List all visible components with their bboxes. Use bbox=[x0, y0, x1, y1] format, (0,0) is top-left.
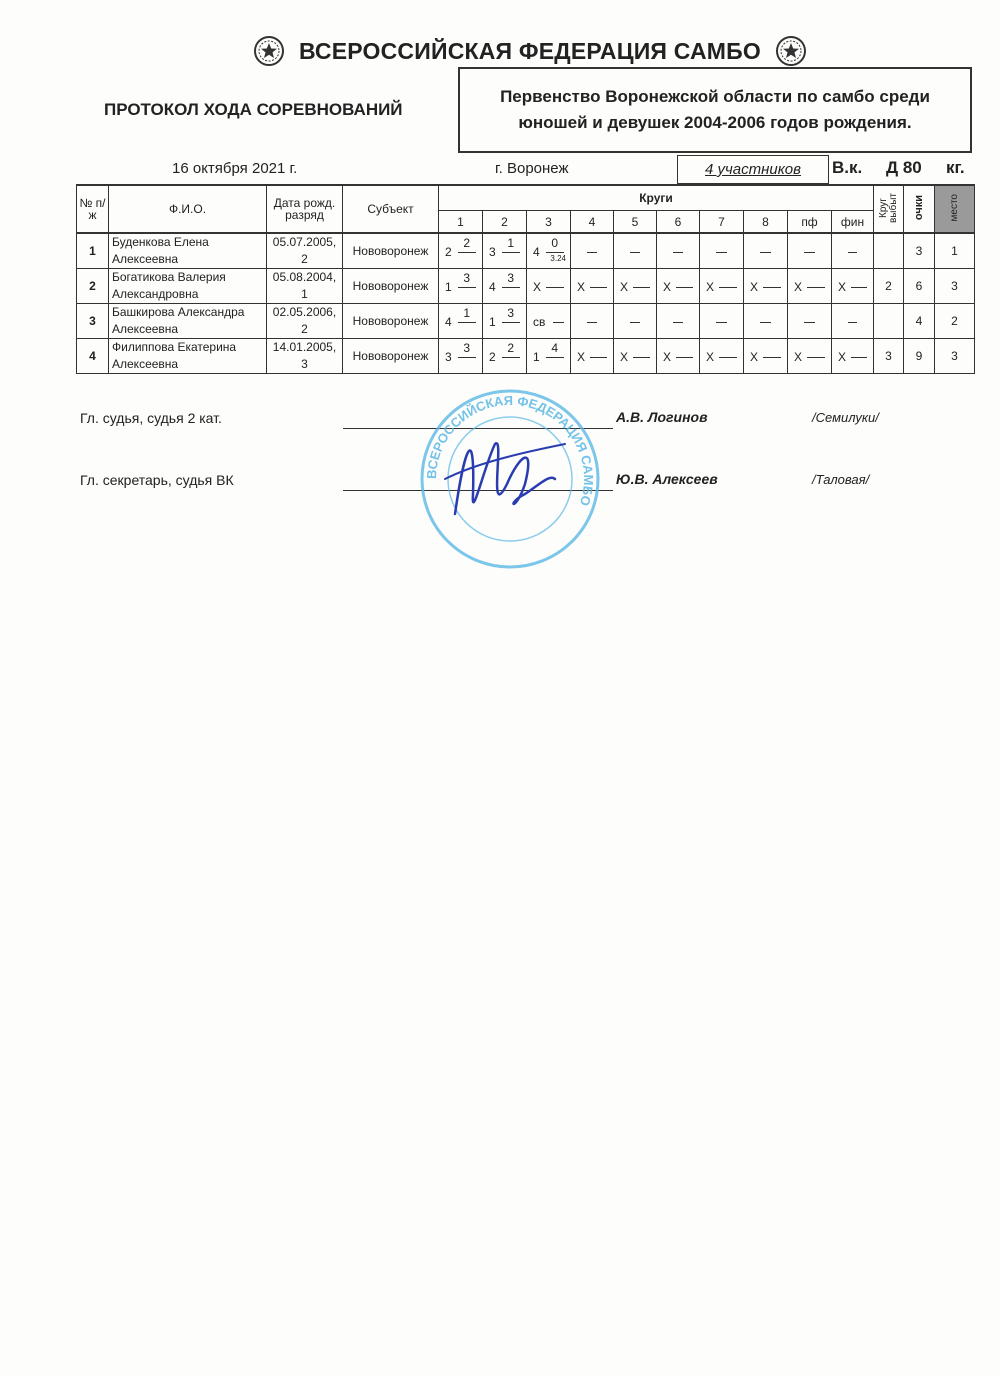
score: 2 bbox=[507, 340, 514, 355]
dropped-mark: Х bbox=[663, 349, 672, 364]
col-number-header: № п/ж bbox=[77, 185, 109, 233]
round-label: 2 bbox=[483, 211, 527, 234]
sport-rank: 3 bbox=[301, 357, 308, 371]
athlete-patronymic: Алексеевна bbox=[112, 357, 179, 371]
round-label: 7 bbox=[700, 211, 744, 234]
score: 1 bbox=[507, 235, 514, 250]
athlete-patronymic: Александровна bbox=[112, 287, 199, 301]
round-cell bbox=[527, 269, 571, 304]
col-place-label: место bbox=[948, 193, 960, 222]
round-cell bbox=[744, 304, 788, 339]
col-rounds-header: Круги bbox=[439, 185, 874, 211]
row-number: 2 bbox=[77, 269, 109, 304]
round-cell bbox=[483, 269, 527, 304]
opponent: 2 bbox=[445, 244, 452, 259]
opponent: 1 bbox=[489, 314, 496, 329]
round-cell bbox=[744, 269, 788, 304]
points: 3 bbox=[904, 233, 935, 269]
dropped-mark: Х bbox=[620, 279, 629, 294]
dropped-mark: Х bbox=[620, 349, 629, 364]
sambo-emblem-icon bbox=[775, 35, 807, 67]
col-points-label: очки bbox=[913, 194, 926, 221]
round-cell bbox=[744, 233, 788, 269]
dropped-mark: Х bbox=[577, 279, 586, 294]
round-cell bbox=[571, 233, 614, 269]
table-row bbox=[77, 233, 975, 269]
birth-date: 05.07.2005, bbox=[272, 235, 337, 249]
opponent: 3 bbox=[489, 244, 496, 259]
federation-header bbox=[230, 34, 830, 68]
birth-date: 05.08.2004, bbox=[272, 270, 337, 284]
competition-box bbox=[458, 67, 972, 153]
col-place-header bbox=[935, 185, 975, 233]
round-cell bbox=[657, 233, 700, 269]
round-cell bbox=[527, 233, 571, 269]
round-cell bbox=[788, 269, 832, 304]
bye-mark: св bbox=[533, 314, 546, 329]
stamp-text: ВСЕРОССИЙСКАЯ ФЕДЕРАЦИЯ САМБО bbox=[423, 392, 597, 508]
row-number: 4 bbox=[77, 339, 109, 374]
round-out: 2 bbox=[874, 269, 904, 304]
round-cell bbox=[788, 304, 832, 339]
bout-time: 3.24 bbox=[550, 253, 566, 263]
athlete-name bbox=[109, 269, 267, 304]
round-label: 4 bbox=[571, 211, 614, 234]
federation-title: ВСЕРОССИЙСКАЯ ФЕДЕРАЦИЯ САМБО bbox=[299, 37, 761, 64]
opponent: Х bbox=[533, 279, 542, 294]
secretary-name: Ю.В. Алексеев bbox=[616, 471, 718, 487]
round-cell bbox=[700, 304, 744, 339]
round-label: пф bbox=[788, 211, 832, 234]
opponent: 4 bbox=[533, 244, 540, 259]
round-cell bbox=[700, 269, 744, 304]
competition-date: 16 октября 2021 г. bbox=[172, 160, 298, 177]
round-cell bbox=[614, 233, 657, 269]
col-out-header bbox=[874, 185, 904, 233]
opponent: 4 bbox=[445, 314, 452, 329]
participants-count: 4 участников bbox=[705, 161, 801, 178]
table-row bbox=[77, 304, 975, 339]
secretary-city: /Таловая/ bbox=[812, 472, 870, 487]
participants-box bbox=[677, 155, 829, 184]
round-cell bbox=[483, 304, 527, 339]
competition-line-1: Первенство Воронежской области по самбо среди bbox=[500, 87, 930, 106]
round-cell bbox=[527, 339, 571, 374]
birth-date: 02.05.2006, bbox=[272, 305, 337, 319]
athlete-surname: Башкирова Александра bbox=[112, 305, 245, 319]
sambo-emblem-icon bbox=[253, 35, 285, 67]
round-cell bbox=[832, 233, 874, 269]
round-cell bbox=[788, 339, 832, 374]
athlete-subject: Нововоронеж bbox=[343, 304, 439, 339]
col-subject-header: Субъект bbox=[343, 185, 439, 233]
table-header-row bbox=[77, 185, 975, 211]
round-cell bbox=[439, 339, 483, 374]
round-label: 3 bbox=[527, 211, 571, 234]
dropped-mark: Х bbox=[750, 349, 759, 364]
athlete-name bbox=[109, 304, 267, 339]
official-stamp bbox=[415, 384, 605, 574]
athlete-surname: Богатикова Валерия bbox=[112, 270, 226, 284]
round-cell bbox=[832, 304, 874, 339]
birth-date: 14.01.2005, bbox=[272, 340, 337, 354]
place: 3 bbox=[935, 339, 975, 374]
score: 3 bbox=[463, 270, 470, 285]
row-number: 1 bbox=[77, 233, 109, 269]
athlete-subject: Нововоронеж bbox=[343, 269, 439, 304]
points: 4 bbox=[904, 304, 935, 339]
place: 1 bbox=[935, 233, 975, 269]
col-points-header bbox=[904, 185, 935, 233]
score: 3 bbox=[507, 305, 514, 320]
score: 3 bbox=[507, 270, 514, 285]
opponent: 1 bbox=[445, 279, 452, 294]
competition-line-2: юношей и девушек 2004-2006 годов рождения. bbox=[518, 113, 912, 132]
round-cell bbox=[614, 304, 657, 339]
round-cell bbox=[657, 304, 700, 339]
points: 6 bbox=[904, 269, 935, 304]
table-row bbox=[77, 339, 975, 374]
protocol-title: ПРОТОКОЛ ХОДА СОРЕВНОВАНИЙ bbox=[104, 100, 403, 119]
sport-rank: 1 bbox=[301, 287, 308, 301]
round-cell bbox=[614, 269, 657, 304]
signature-stroke bbox=[445, 444, 565, 479]
athlete-birth bbox=[267, 233, 343, 269]
dropped-mark: Х bbox=[794, 349, 803, 364]
round-cell bbox=[744, 339, 788, 374]
athlete-name bbox=[109, 339, 267, 374]
round-cell bbox=[483, 233, 527, 269]
score: 4 bbox=[551, 340, 558, 355]
round-cell bbox=[614, 339, 657, 374]
score: 2 bbox=[463, 235, 470, 250]
round-cell bbox=[527, 304, 571, 339]
dropped-mark: Х bbox=[706, 349, 715, 364]
handwritten-signature bbox=[455, 443, 555, 514]
weight-category-label: В.к. bbox=[832, 158, 863, 177]
athlete-birth bbox=[267, 304, 343, 339]
athlete-birth bbox=[267, 269, 343, 304]
round-cell bbox=[657, 339, 700, 374]
round-cell bbox=[700, 339, 744, 374]
score: 3 bbox=[463, 340, 470, 355]
col-name-header: Ф.И.О. bbox=[109, 185, 267, 233]
col-birth-header: Дата рожд. разряд bbox=[267, 185, 343, 233]
dropped-mark: Х bbox=[794, 279, 803, 294]
points: 9 bbox=[904, 339, 935, 374]
dropped-mark: Х bbox=[838, 279, 847, 294]
opponent: 4 bbox=[489, 279, 496, 294]
dropped-mark: Х bbox=[663, 279, 672, 294]
round-cell bbox=[439, 233, 483, 269]
sport-rank: 2 bbox=[301, 322, 308, 336]
opponent: 2 bbox=[489, 349, 496, 364]
round-label: 8 bbox=[744, 211, 788, 234]
round-label: 5 bbox=[614, 211, 657, 234]
athlete-subject: Нововоронеж bbox=[343, 339, 439, 374]
weight-category-unit: кг. bbox=[946, 158, 965, 177]
round-cell bbox=[439, 269, 483, 304]
round-cell bbox=[788, 233, 832, 269]
dropped-mark: Х bbox=[706, 279, 715, 294]
judge-city: /Семилуки/ bbox=[812, 410, 879, 425]
protocol-table bbox=[76, 184, 975, 374]
athlete-name bbox=[109, 233, 267, 269]
round-cell bbox=[439, 304, 483, 339]
athlete-surname: Филиппова Екатерина bbox=[112, 340, 237, 354]
opponent: 3 bbox=[445, 349, 452, 364]
round-cell bbox=[657, 269, 700, 304]
place: 2 bbox=[935, 304, 975, 339]
round-cell bbox=[571, 304, 614, 339]
judge-label: Гл. судья, судья 2 кат. bbox=[80, 410, 222, 426]
judge-name: А.В. Логинов bbox=[616, 409, 708, 425]
round-label: 6 bbox=[657, 211, 700, 234]
round-cell bbox=[483, 339, 527, 374]
round-out bbox=[874, 233, 904, 269]
round-cell bbox=[571, 339, 614, 374]
round-out: 3 bbox=[874, 339, 904, 374]
athlete-subject: Нововоронеж bbox=[343, 233, 439, 269]
round-out bbox=[874, 304, 904, 339]
place: 3 bbox=[935, 269, 975, 304]
athlete-birth bbox=[267, 339, 343, 374]
sport-rank: 2 bbox=[301, 252, 308, 266]
dropped-mark: Х bbox=[750, 279, 759, 294]
score: 1 bbox=[463, 305, 470, 320]
round-cell bbox=[700, 233, 744, 269]
weight-category-value: Д 80 bbox=[886, 158, 922, 177]
row-number: 3 bbox=[77, 304, 109, 339]
athlete-surname: Буденкова Елена bbox=[112, 235, 209, 249]
round-cell bbox=[571, 269, 614, 304]
dropped-mark: Х bbox=[838, 349, 847, 364]
opponent: 1 bbox=[533, 349, 540, 364]
athlete-patronymic: Алексеевна bbox=[112, 252, 179, 266]
col-out-label: Круг выбыт bbox=[877, 192, 899, 223]
competition-city: г. Воронеж bbox=[495, 160, 569, 177]
dropped-mark: Х bbox=[577, 349, 586, 364]
round-label: фин bbox=[832, 211, 874, 234]
score: 0 bbox=[551, 235, 558, 250]
table-row bbox=[77, 269, 975, 304]
secretary-label: Гл. секретарь, судья ВК bbox=[80, 472, 234, 488]
round-label: 1 bbox=[439, 211, 483, 234]
round-cell bbox=[832, 339, 874, 374]
round-cell bbox=[832, 269, 874, 304]
athlete-patronymic: Алексеевна bbox=[112, 322, 179, 336]
